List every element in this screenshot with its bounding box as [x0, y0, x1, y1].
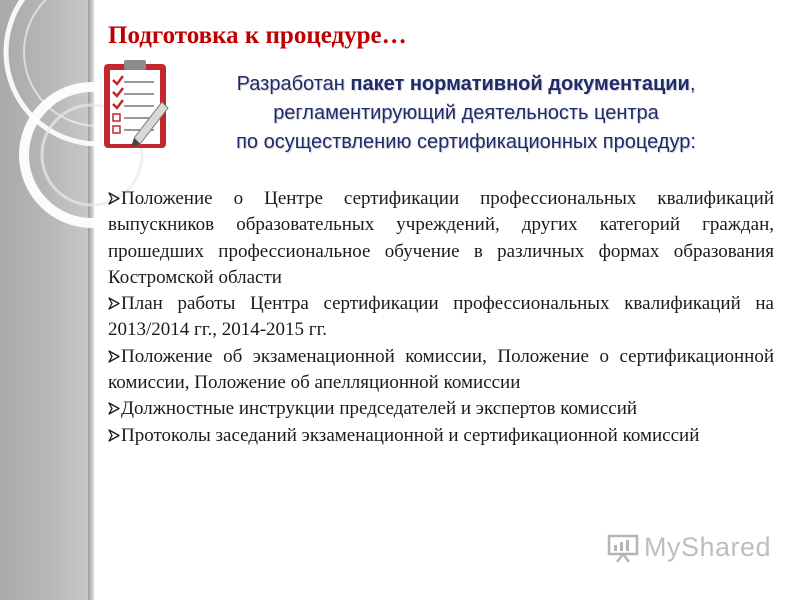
arrow-bullet-icon: [108, 192, 120, 205]
list-item: [108, 186, 774, 291]
document-list: [108, 186, 774, 449]
left-gray-band: [0, 0, 92, 600]
list-item-text: Должностные инструкции председателей и экспертов комиссий: [121, 398, 638, 420]
list-item-text: Протоколы заседаний экзаменационной и сертификационной комиссий: [121, 424, 700, 446]
list-item-text: План работы Центра сертификации профессиональных квалификаций на 2013/2014 гг., 2014-2015 гг.: [108, 293, 774, 341]
list-item: [108, 291, 774, 344]
slide-title: Подготовка к процедуре…: [108, 22, 407, 49]
arrow-bullet-icon: [108, 297, 120, 310]
subtitle-line-3: по осуществлению сертификационных процедур:: [236, 131, 696, 153]
arrow-bullet-icon: [108, 402, 120, 415]
arrow-bullet-icon: [108, 429, 120, 442]
subtitle-line-1: [176, 70, 756, 99]
subtitle-line-1-suffix: ,: [689, 73, 696, 95]
list-item: [108, 344, 774, 397]
watermark-text: MyShared: [644, 532, 772, 562]
subtitle-line-1-bold: пакет нормативной документации: [350, 73, 690, 95]
presentation-board-icon: [606, 533, 640, 563]
subtitle-block: [176, 70, 756, 157]
arrow-bullet-icon: [108, 350, 120, 363]
list-item: [108, 396, 774, 422]
subtitle-line-1-prefix: Разработан: [236, 73, 351, 95]
myshared-watermark: [606, 532, 771, 563]
subtitle-line-2: регламентирующий деятельность центра: [273, 102, 659, 124]
clipboard-checklist-icon: [100, 58, 170, 150]
list-item-text: Положение об экзаменационной комиссии, Положение о сертификационной комиссии, Положение об апелляционной комиссии: [108, 345, 774, 394]
left-band-edge: [88, 0, 94, 600]
list-item-text: Положение о Центре сертификации профессиональных квалификаций выпускников образовательных учреждений, других категорий граждан, прошедших профессиональное обучение в различных формах образования Костромской области: [108, 188, 774, 288]
list-item: [108, 423, 774, 449]
